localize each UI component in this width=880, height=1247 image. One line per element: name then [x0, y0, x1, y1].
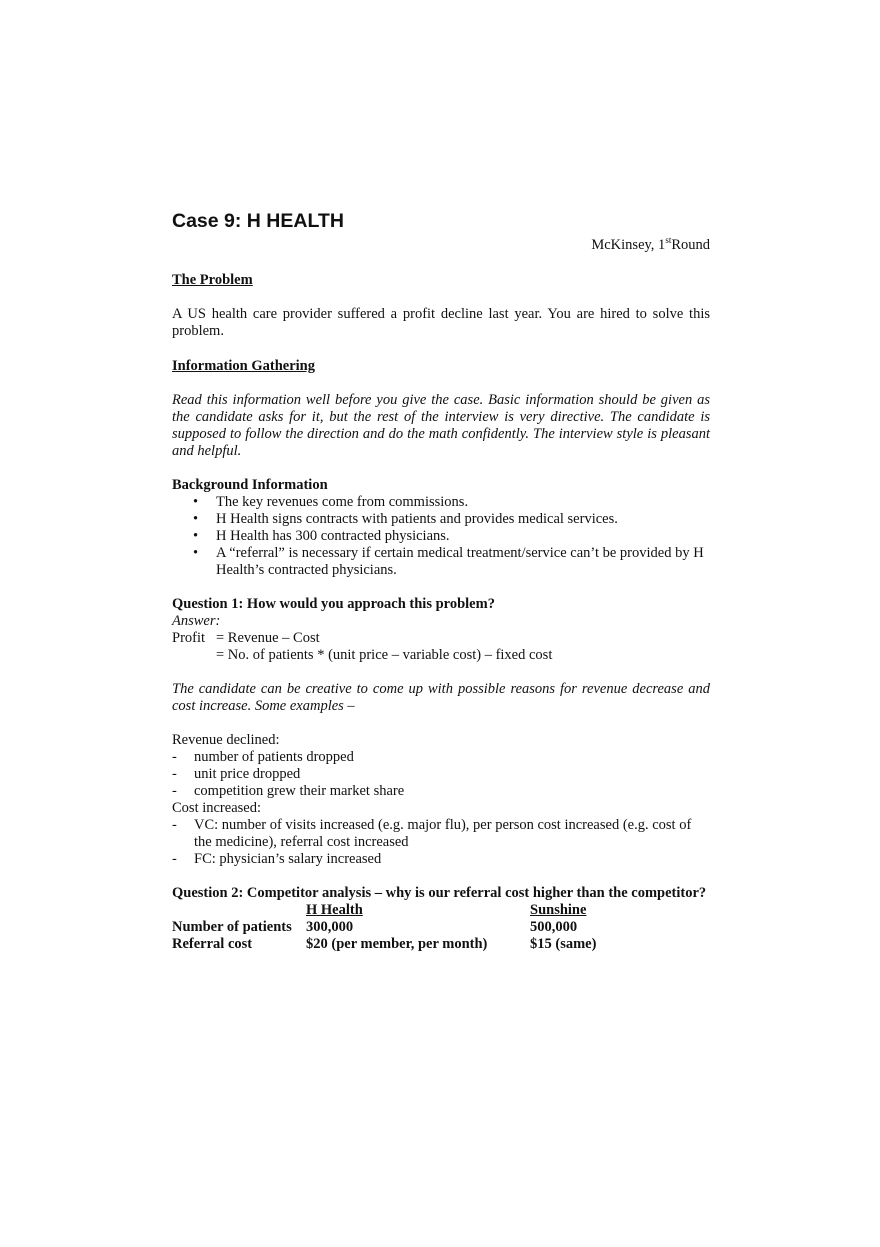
table-cell: $15 (same)	[530, 936, 597, 952]
table-header-row	[172, 902, 596, 919]
table-cell: 300,000	[306, 919, 354, 935]
list-item: - FC: physician’s salary increased	[172, 851, 710, 868]
case-source-prefix: McKinsey, 1	[591, 237, 666, 253]
problem-text: A US health care provider suffered a profit decline last year. You are hired to solve this problem.	[172, 306, 710, 339]
list-item: • The key revenues come from commissions.	[172, 494, 710, 511]
table-cell: $20 (per member, per month)	[306, 936, 488, 952]
background-heading: Background Information	[172, 477, 328, 493]
list-item: - competition grew their market share	[172, 783, 710, 800]
case-source-suffix: Round	[671, 237, 710, 253]
table-header-cell	[172, 902, 306, 919]
revenue-list	[172, 749, 710, 800]
answer-label: Answer:	[172, 613, 221, 629]
table-header-cell: Sunshine	[530, 902, 587, 918]
question1-heading: Question 1: How would you approach this problem?	[172, 596, 495, 612]
case-source-superscript: st	[665, 235, 672, 245]
competitor-table	[172, 902, 596, 953]
candidate-note: The candidate can be creative to come up with possible reasons for revenue decrease and cost increase. Some examples –	[172, 681, 710, 714]
profit-equation-continued	[172, 647, 710, 664]
background-list	[172, 494, 710, 579]
table-row	[172, 936, 596, 953]
list-item: • H Health has 300 contracted physicians.	[172, 528, 710, 545]
table-header-cell: H Health	[306, 902, 363, 918]
profit-equation-line1: = Revenue – Cost	[216, 630, 320, 646]
profit-label: Profit	[172, 630, 206, 646]
info-gathering-text: Read this information well before you give the case. Basic information should be given as the candidate asks for it, but the rest of the interview is very directive. The candidate is supposed to follow the direction and do the math confidently. The interview style is pleasant and helpful.	[172, 392, 710, 459]
table-cell: 500,000	[530, 919, 578, 935]
cost-heading: Cost increased:	[172, 800, 261, 816]
profit-equation	[172, 630, 710, 647]
list-item: - VC: number of visits increased (e.g. major flu), per person cost increased (e.g. cost of the medicine), referral cost increased	[172, 817, 710, 851]
list-item: - unit price dropped	[172, 766, 710, 783]
table-cell: Referral cost	[172, 936, 253, 952]
list-item: • H Health signs contracts with patients and provides medical services.	[172, 511, 710, 528]
cost-list	[172, 817, 710, 868]
table-cell: Number of patients	[172, 919, 292, 935]
document-content	[172, 208, 710, 953]
revenue-heading: Revenue declined:	[172, 732, 280, 748]
list-item: • A “referral” is necessary if certain medical treatment/service can’t be provided by H Health’s contracted physicians.	[172, 545, 710, 579]
table-row	[172, 919, 596, 936]
case-title: Case 9: H HEALTH	[172, 210, 344, 232]
case-source	[172, 237, 710, 254]
info-gathering-heading: Information Gathering	[172, 358, 315, 374]
list-item: - number of patients dropped	[172, 749, 710, 766]
problem-heading: The Problem	[172, 272, 253, 288]
profit-equation-line2: = No. of patients * (unit price – variable cost) – fixed cost	[216, 647, 553, 663]
question2-heading: Question 2: Competitor analysis – why is our referral cost higher than the competitor?	[172, 885, 707, 901]
